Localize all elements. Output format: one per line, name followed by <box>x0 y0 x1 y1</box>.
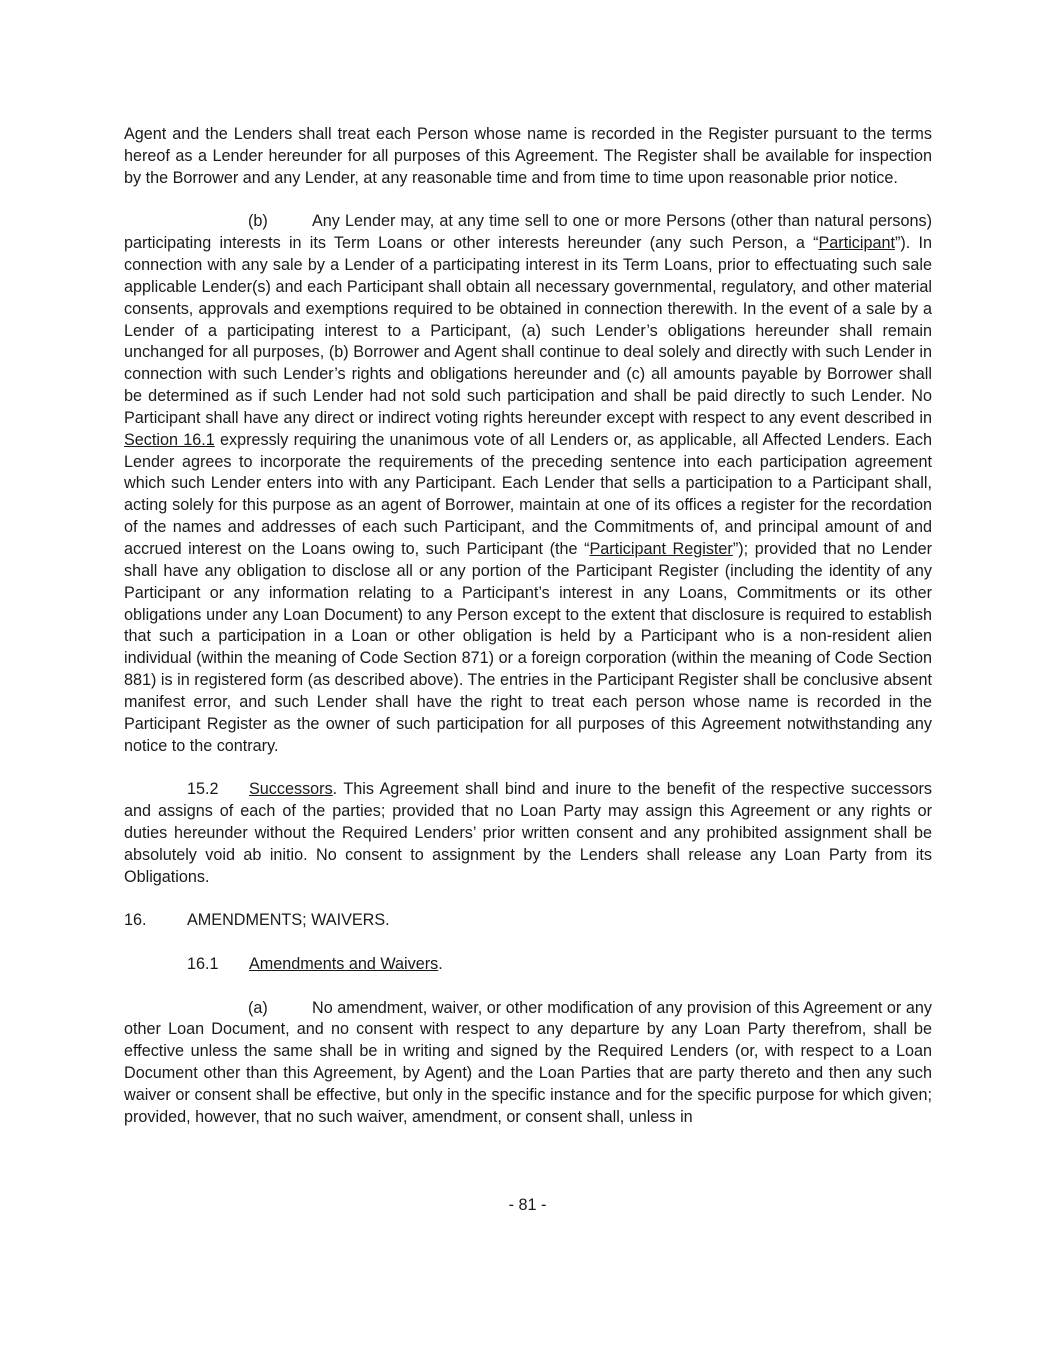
paragraph-b-text-4: ”); provided that no Lender shall have any obligation to disclose all or any portion of the Participant Register (including the identity of any Participant or any information relating to a Participant’s interest in any Loans, Commitments or its other obligations under any Loan Document) to any Person except to the extent that disclosure is required to establish that such a participation in a Loan or other obligation is held by a Participant who is a non-resident alien individual (within the meaning of Code Section 871) or a foreign corporation (within the meaning of Code Section 881) is in registered form (as described above). The entries in the Participant Register shall be conclusive absent manifest error, and such Lender shall have the right to treat each person whose name is recorded in the Participant Register as the owner of such participation for all purposes of this Agreement notwithstanding any notice to the contrary. <box>124 539 932 755</box>
section-15-2-number: 15.2 <box>187 780 219 799</box>
section-16-1-heading <box>124 954 932 976</box>
section-16-heading <box>124 910 932 932</box>
paragraph-a-text: No amendment, waiver, or other modification of any provision of this Agreement or any other Loan Document, and no consent with respect to any departure by any Loan Party therefrom, shall be effective unless the same shall be in writing and signed by the Required Lenders (or, with respect to a Loan Document other than this Agreement, by Agent) and the Loan Parties that are party thereto and then any such waiver or consent shall be effective, but only in the specific instance and for the specific purpose for which given; provided, however, that no such waiver, amendment, or consent shall, unless in <box>124 998 932 1126</box>
defined-term-participant: Participant <box>818 234 895 253</box>
paragraph-a-label: (a) <box>248 998 268 1017</box>
section-16-1-title: Amendments and Waivers <box>249 954 439 973</box>
document-page <box>124 124 932 1129</box>
section-15-2 <box>124 779 932 888</box>
paragraph-a <box>124 998 932 1129</box>
section-16-1-period: . <box>438 954 443 973</box>
register-paragraph: Agent and the Lenders shall treat each Person whose name is recorded in the Register pursuant to the terms hereof as a Lender hereunder for all purposes of this Agreement. The Register shall be available for inspection by the Borrower and any Lender, at any reasonable time and from time to time upon reasonable prior notice. <box>124 125 932 187</box>
section-16-number: 16. <box>124 911 147 930</box>
page-number: - 81 - <box>508 1196 547 1214</box>
paragraph-b-label: (b) <box>248 212 268 231</box>
section-16-title: AMENDMENTS; WAIVERS. <box>187 911 390 930</box>
paragraph-b-text-3: expressly requiring the unanimous vote of all Lenders or, as applicable, all Affected Lenders. Each Lender agrees to incorporate the requirements of the preceding sentence into each participation agreement which such Lender enters into with any Participant. Each Lender that sells a participation to a Participant shall, acting solely for this purpose as an agent of Borrower, maintain at one of its offices a register for the recordation of the names and addresses of each such Participant, and the Commitments of, and principal amount of and accrued interest on the Loans owing to, such Participant (the “ <box>124 430 932 558</box>
paragraph-b-text-2: ”). In connection with any sale by a Lender of a participating interest in its Term Loans, prior to effectuating such sale applicable Lender(s) and each Participant shall obtain all necessary governmental, regulatory, and other material consents, approvals and exemptions required to be obtained in connection therewith. In the event of a sale by a Lender of a participating interest to a Participant, (a) such Lender’s obligations hereunder shall remain unchanged for all purposes, (b) Borrower and Agent shall continue to deal solely and directly with such Lender in connection with such Lender’s rights and obligations hereunder and (c) all amounts payable by Borrower shall be determined as if such Lender had not sold such participation and shall be paid directly to such Lender. No Participant shall have any direct or indirect voting rights hereunder except with respect to any event described in <box>124 234 933 427</box>
section-16-1-number: 16.1 <box>187 954 219 973</box>
section-15-2-title: Successors <box>249 780 333 799</box>
defined-term-participant-register: Participant Register <box>589 539 733 558</box>
paragraph-b-text-1: Any Lender may, at any time sell to one or more Persons (other than natural persons) participating interests in its Term Loans or other interests hereunder (any such Person, a “ <box>124 212 932 253</box>
section-reference-link[interactable]: Section 16.1 <box>124 430 215 449</box>
paragraph-b <box>124 211 932 757</box>
section-15-2-text: . This Agreement shall bind and inure to the benefit of the respective successors and assigns of each of the parties; provided that no Loan Party may assign this Agreement or any rights or duties hereunder without the Required Lenders’ prior written consent and any prohibited assignment shall be absolutely void ab initio. No consent to assignment by the Lenders shall release any Loan Party from its Obligations. <box>124 780 932 886</box>
